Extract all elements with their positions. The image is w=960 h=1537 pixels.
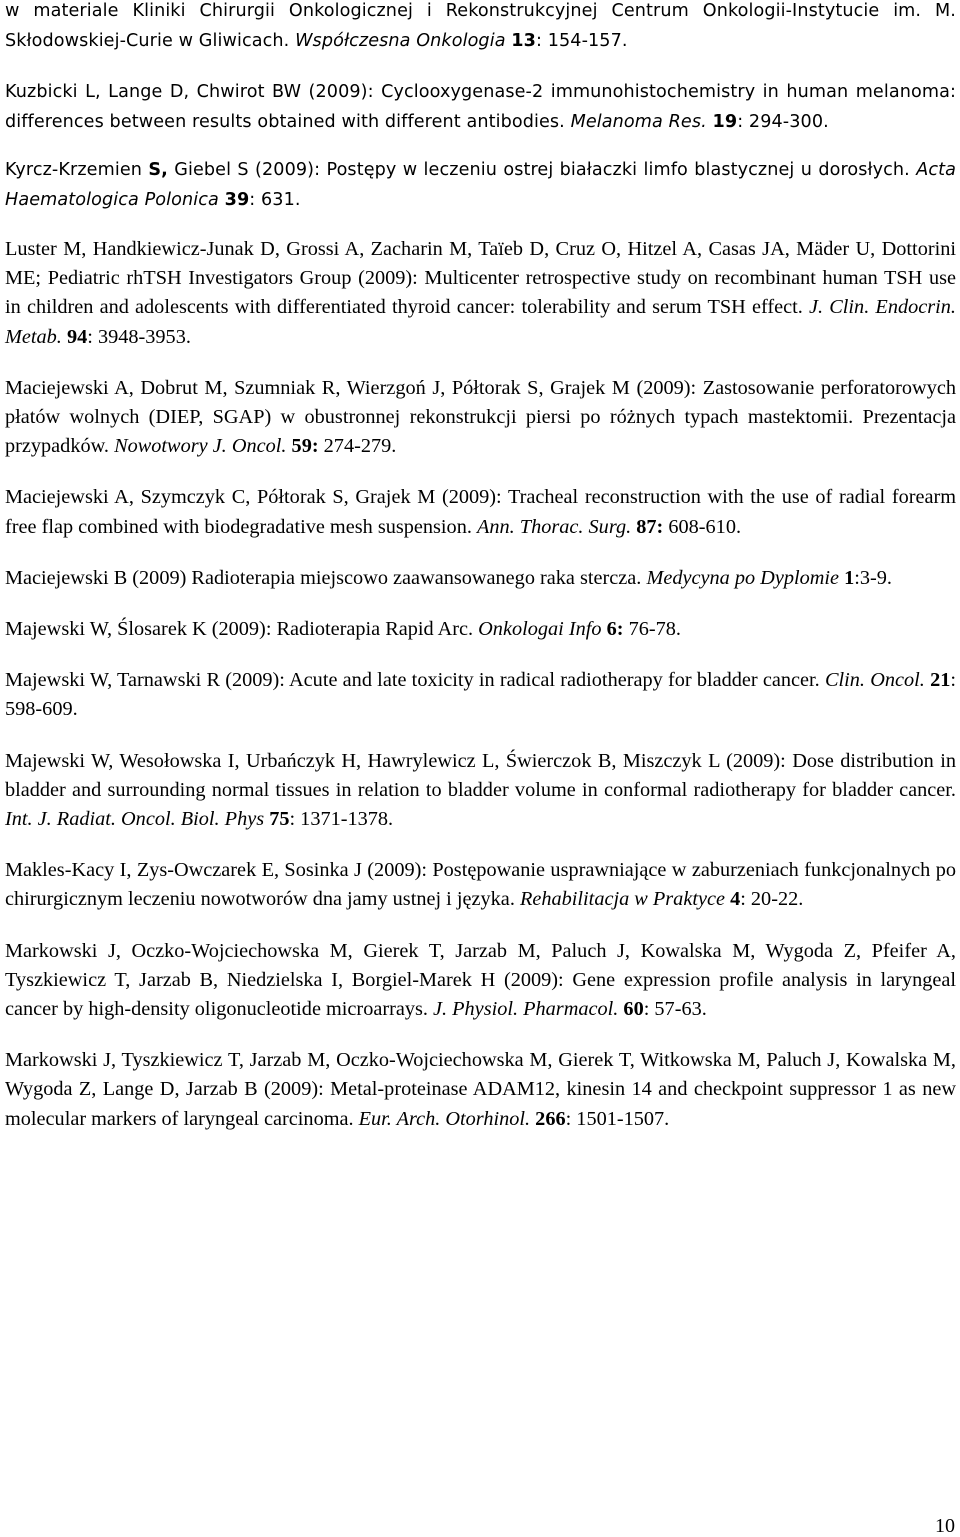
reference-text: Majewski W, Ślosarek K (2009): Radioterapia Rapid Arc. [5,618,479,641]
reference-entry [5,235,956,352]
reference-entry [5,1046,956,1134]
journal-title: Clin. Oncol. [824,669,925,692]
journal-title: Medycyna po Dyplomie [646,566,840,589]
journal-title: Int. J. Radiat. Oncol. Biol. Phys [5,808,265,831]
reference-text: Markowski J, Tyszkiewicz T, Jarzab M, Oczko-Wojciechowska M, Gierek T, Witkowska M, Paluch J, Kowalska M, Wygoda Z, Lange D, Jarzab B (2009): Metal-proteinase ADAM12, kinesin 14 and checkpoint suppressor 1 as new molecular markers of laryngeal carcinoma. [5,1049,956,1130]
journal-title: Ann. Thorac. Surg. [476,515,632,538]
reference-text: Markowski J, Oczko-Wojciechowska M, Gierek T, Jarzab M, Paluch J, Kowalska M, Wygoda Z, Pfeifer A, Tyszkiewicz T, Jarzab B, Niedzielska I, Borgiel-Marek H (2009): Gene expression profile analysis in laryngeal cancer by high-density oligonucleotide microarrays. [5,939,956,1021]
reference-entry [5,374,956,462]
journal-title: Onkologai Info [478,618,602,641]
volume-number: 75 [269,808,290,831]
volume-number: 21 [930,669,951,692]
reference-entry [5,155,956,215]
reference-text: : 57-63. [643,998,707,1021]
volume-number: 6: [606,618,624,641]
reference-text: 76-78. [623,618,681,641]
reference-entry [5,615,956,644]
journal-title: Melanoma Res. [570,112,707,132]
volume-number: 59: [291,435,319,458]
reference-entry [5,937,956,1025]
journal-title: Acta Haematologica Polonica [5,160,956,210]
reference-text: : 3948-3953. [87,325,191,348]
journal-title: Eur. Arch. Otorhinol. [358,1107,531,1130]
reference-text: Kuzbicki L, Lange D, Chwirot BW (2009): Cyclooxygenase-2 immunohistochemistry in human melanoma: differences between results obtained with different antibodies. [5,82,956,132]
reference-list [5,0,956,1156]
journal-title: Współczesna Onkologia [295,31,506,51]
reference-text: : 154-157. [535,31,628,51]
journal-title: J. Clin. Endocrin. Metab. [5,296,956,348]
reference-text: Maciejewski B (2009) Radioterapia miejscowo zaawansowanego raka stercza. [5,566,647,589]
reference-entry [5,564,956,593]
volume-number: 4 [730,888,741,911]
reference-entry [5,0,956,56]
reference-text: : 631. [249,190,301,210]
reference-entry [5,747,956,835]
reference-text: :3-9. [854,566,892,589]
reference-entry [5,77,956,137]
reference-entry [5,666,956,724]
reference-text: 608-610. [663,515,742,538]
reference-text: Majewski W, Wesołowska I, Urbańczyk H, Hawrylewicz L, Świerczok B, Miszczyk L (2009): Dose distribution in bladder and surrounding normal tissues in relation to bladder volume in conformal radiotherapy for bladder cancer. [5,749,956,801]
volume-number: 19 [712,112,738,132]
journal-title: Nowotwory J. Oncol. [114,435,287,458]
volume-number: 1 [844,566,855,589]
volume-number: S, [148,160,168,180]
reference-text: Maciejewski A, Dobrut M, Szumniak R, Wierzgoń J, Półtorak S, Grajek M (2009): Zastosowanie perforatorowych płatów wolnych (DIEP, SGAP) w obustronnej rekonstrukcji piersi po różnych typach mastektomii. Prezentacja przypadków. [5,376,956,458]
reference-text: : 1501-1507. [565,1107,670,1130]
volume-number: 60 [623,998,644,1021]
reference-text: Luster M, Handkiewicz-Junak D, Grossi A, Zacharin M, Taïeb D, Cruz O, Hitzel A, Casas JA, Mäder U, Dottorini ME; Pediatric rhTSH Investigators Group (2009): Multicenter retrospective study on recombinant human TSH use in children and adolescents with differentiated thyroid cancer: tolerability and serum TSH effect. [5,238,956,319]
reference-entry [5,483,956,541]
page-number: 10 [935,1515,955,1537]
volume-number: 94 [66,325,88,348]
reference-text: Majewski W, Tarnawski R (2009): Acute and late toxicity in radical radiotherapy for bladder cancer. [5,669,825,692]
volume-number: 13 [511,31,536,51]
reference-text: Makles-Kacy I, Zys-Owczarek E, Sosinka J (2009): Postępowanie usprawniające w zaburzeniach funkcjonalnych po chirurgicznym leczeniu nowotworów dna jamy ustnej i języka. [5,859,956,911]
reference-text: : 598-609. [5,669,956,721]
volume-number: 87: [636,515,664,538]
reference-text: : 1371-1378. [289,808,394,831]
reference-text: : 294-300. [737,112,829,132]
volume-number: 39 [224,190,250,210]
volume-number: 266 [535,1107,566,1130]
reference-text: Kyrcz-Krzemien [5,160,149,180]
reference-text: Maciejewski A, Szymczyk C, Półtorak S, Grajek M (2009): Tracheal reconstruction with the use of radial forearm free flap combined with biodegradative mesh suspension. [5,486,956,538]
reference-text: : 20-22. [740,888,804,911]
reference-text: w materiale Kliniki Chirurgii Onkologicznej i Rekonstrukcyjnej Centrum Onkologii-Instytucie im. M. Skłodowskiej-Curie w Gliwicach. [5,1,956,51]
journal-title: J. Physiol. Pharmacol. [433,998,619,1021]
reference-entry [5,856,956,914]
reference-text: 274-279. [318,435,397,458]
reference-text: Giebel S (2009): Postępy w leczeniu ostrej białaczki limfo blastycznej u dorosłych. [167,160,917,180]
journal-title: Rehabilitacja w Praktyce [519,888,725,911]
